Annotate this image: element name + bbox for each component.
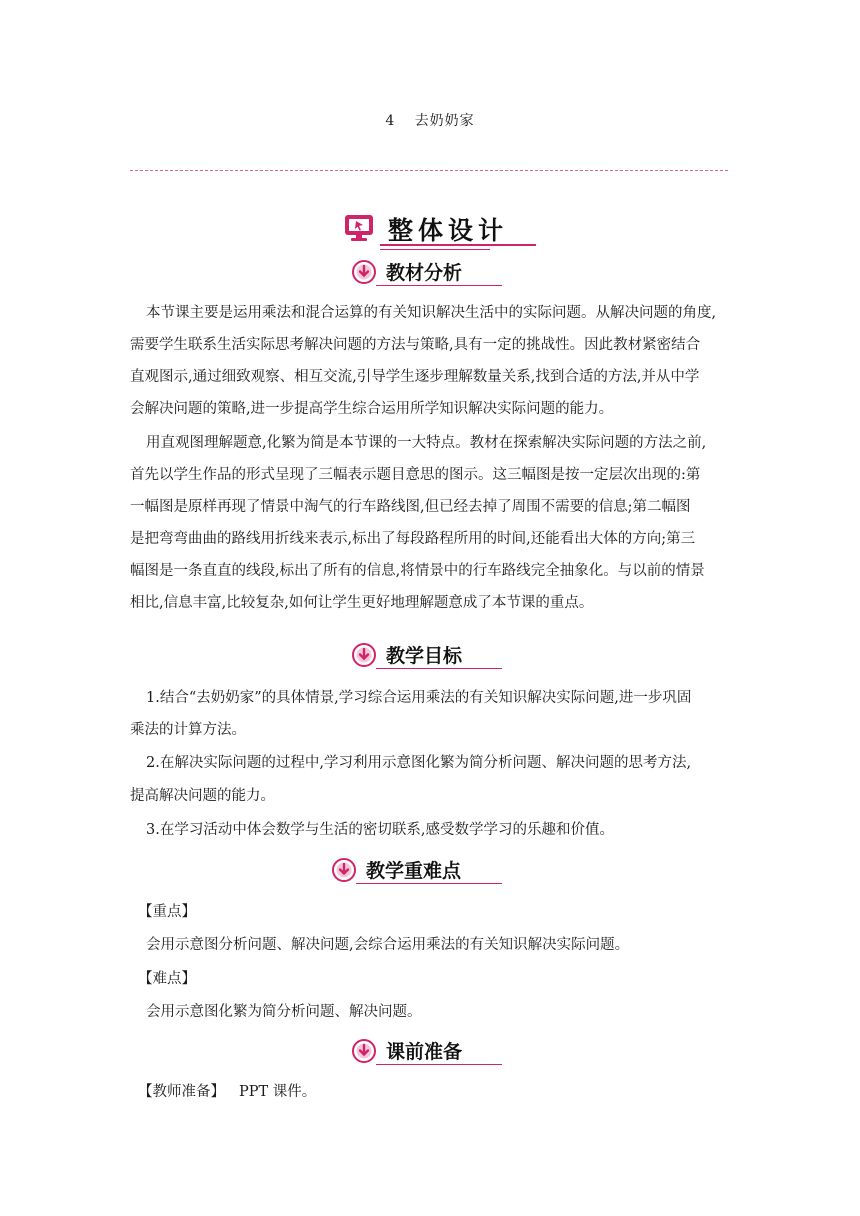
goal-item-1-cont — [130, 715, 720, 745]
goal-item-2 — [146, 748, 736, 778]
header-divider — [130, 170, 728, 171]
text-line: 一幅图是原样再现了情景中淘气的行车路线图,但已经去掉了周围不需要的信息;第二幅图 — [130, 499, 691, 515]
goal-item-2-cont — [130, 781, 720, 811]
text-line: 幅图是一条直直的线段,标出了所有的信息,将情景中的行车路线完全抽象化。与以前的情景 — [130, 563, 705, 579]
analysis-paragraph-1-cont — [130, 330, 720, 424]
focus-text: 会用示意图分析问题、解决问题,会综合运用乘法的有关知识解决实际问题。 — [146, 937, 630, 953]
heading-underline-secondary — [380, 249, 490, 250]
goal-item-3 — [146, 815, 736, 845]
section-heading-preparation — [352, 1037, 502, 1067]
text-line: 2.在解决实际问题的过程中,学习利用示意图化繁为简分析问题、解决问题的思考方法, — [146, 755, 692, 771]
section-underline — [376, 1064, 502, 1065]
focus-label: 【重点】 — [138, 904, 196, 920]
main-heading-title: 整体设计 — [388, 216, 509, 245]
analysis-paragraph-1 — [146, 298, 736, 328]
section-underline — [356, 883, 502, 884]
section-underline — [376, 285, 502, 286]
download-circle-icon — [352, 260, 376, 284]
monitor-icon — [344, 214, 374, 242]
teacher-preparation — [138, 1077, 316, 1107]
teacher-preparation-text: PPT 课件。 — [239, 1084, 317, 1100]
download-circle-icon — [352, 1039, 376, 1063]
text-line: 本节课主要是运用乘法和混合运算的有关知识解决生活中的实际问题。从解决问题的角度, — [146, 305, 717, 321]
section-heading-analysis — [352, 258, 502, 288]
section-heading-keypoints — [332, 856, 502, 886]
text-line: 用直观图理解题意,化繁为简是本节课的一大特点。教材在探索解决实际问题的方法之前, — [146, 435, 707, 451]
text-line: 3.在学习活动中体会数学与生活的密切联系,感受数学学习的乐趣和价值。 — [146, 822, 614, 838]
text-line: 是把弯弯曲曲的路线用折线来表示,标出了每段路程所用的时间,还能看出大体的方向;第三 — [130, 531, 696, 547]
difficulty-label: 【难点】 — [138, 971, 196, 987]
heading-underline — [380, 244, 536, 246]
text-line: 1.结合“去奶奶家”的具体情景,学习综合运用乘法的有关知识解决实际问题,进一步巩固 — [146, 690, 692, 706]
download-circle-icon — [332, 858, 356, 882]
teacher-preparation-label: 【教师准备】 — [138, 1084, 225, 1100]
text-line: 需要学生联系生活实际思考解决问题的方法与策略,具有一定的挑战性。因此教材紧密结合 — [130, 337, 701, 353]
text-line: 提高解决问题的能力。 — [130, 788, 275, 804]
section-title: 教学目标 — [386, 645, 463, 667]
text-line: 乘法的计算方法。 — [130, 722, 246, 738]
text-line: 首先以学生作品的形式呈现了三幅表示题目意思的图示。这三幅图是按一定层次出现的:第 — [130, 467, 701, 483]
section-heading-goals — [352, 641, 502, 671]
text-line: 直观图示,通过细致观察、相互交流,引导学生逐步理解数量关系,找到合适的方法,并从中学 — [130, 369, 700, 385]
page-header — [0, 110, 860, 130]
main-heading — [344, 212, 536, 246]
section-title: 课前准备 — [386, 1041, 463, 1063]
goal-item-1 — [146, 683, 736, 713]
analysis-paragraph-2 — [146, 428, 736, 458]
section-title: 教学重难点 — [366, 860, 462, 882]
difficulty-text: 会用示意图化繁为简分析问题、解决问题。 — [146, 1004, 422, 1020]
lesson-number: 4 — [385, 113, 396, 129]
section-underline — [376, 668, 502, 669]
section-title: 教材分析 — [386, 262, 463, 284]
lesson-title: 去奶奶家 — [414, 113, 475, 129]
analysis-paragraph-2-cont — [130, 460, 720, 618]
download-circle-icon — [352, 643, 376, 667]
text-line: 会解决问题的策略,进一步提高学生综合运用所学知识解决实际问题的能力。 — [130, 401, 614, 417]
text-line: 相比,信息丰富,比较复杂,如何让学生更好地理解题意成了本节课的重点。 — [130, 595, 594, 611]
